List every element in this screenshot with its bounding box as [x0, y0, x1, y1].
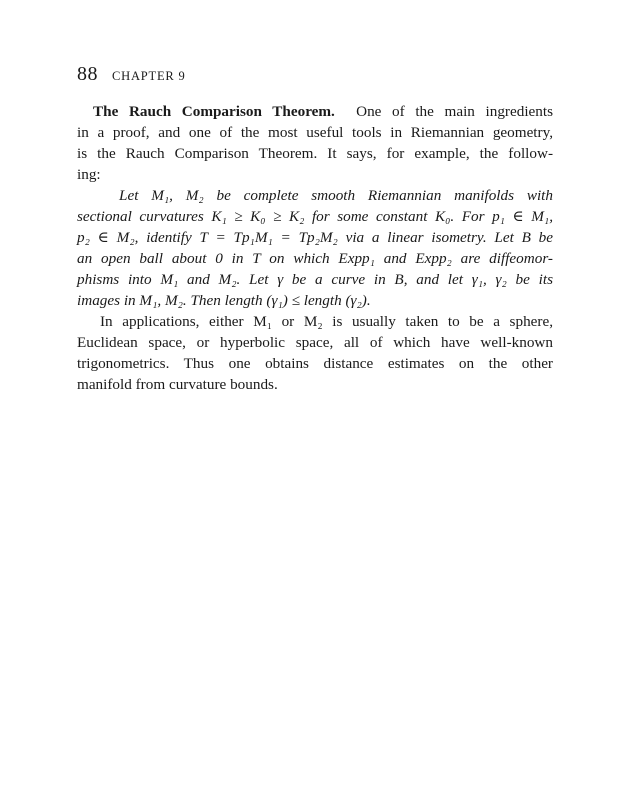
applications-line: manifold from curvature bounds. — [77, 376, 278, 393]
applications-line: In applications, either M₁ or M₂ is usually taken to be a sphere, — [100, 313, 553, 330]
applications-line: Euclidean space, or hyperbolic space, all of which have well-known — [77, 334, 553, 351]
intro-line: One of the main ingredients — [356, 103, 553, 120]
first-line — [77, 101, 553, 122]
theorem-line: sectional curvatures K₁ ≥ K₀ ≥ K₂ for some constant K₀. For p₁ ∈ M₁, — [77, 208, 553, 225]
intro-line: ing: — [77, 166, 101, 183]
theorem-line: p₂ ∈ M₂, identify T = Tp₁M₁ = Tp₂M₂ via a linear isometry. Let B be — [77, 229, 553, 246]
theorem-line: an open ball about 0 in T on which Expp₁ and Expp₂ are diffeomor- — [77, 250, 553, 267]
intro-line: in a proof, and one of the most useful tools in Riemannian geometry, — [77, 124, 553, 141]
running-head — [77, 63, 186, 86]
theorem-line: phisms into M₁ and M₂. Let γ be a curve in B, and let γ₁, γ₂ be its — [77, 271, 553, 288]
theorem-line: images in M₁, M₂. Then length (γ₁) ≤ length (γ₂). — [77, 292, 371, 309]
theorem-heading: The Rauch Comparison Theorem. — [93, 103, 335, 120]
intro-line: is the Rauch Comparison Theorem. It says, for example, the follow- — [77, 145, 553, 162]
page-number: 88 — [77, 63, 98, 85]
page-body — [77, 101, 553, 395]
theorem-line: Let M₁, M₂ be complete smooth Riemannian manifolds with — [119, 187, 553, 204]
applications-line: trigonometrics. Thus one obtains distance estimates on the other — [77, 355, 553, 372]
chapter-label: CHAPTER 9 — [112, 69, 186, 83]
